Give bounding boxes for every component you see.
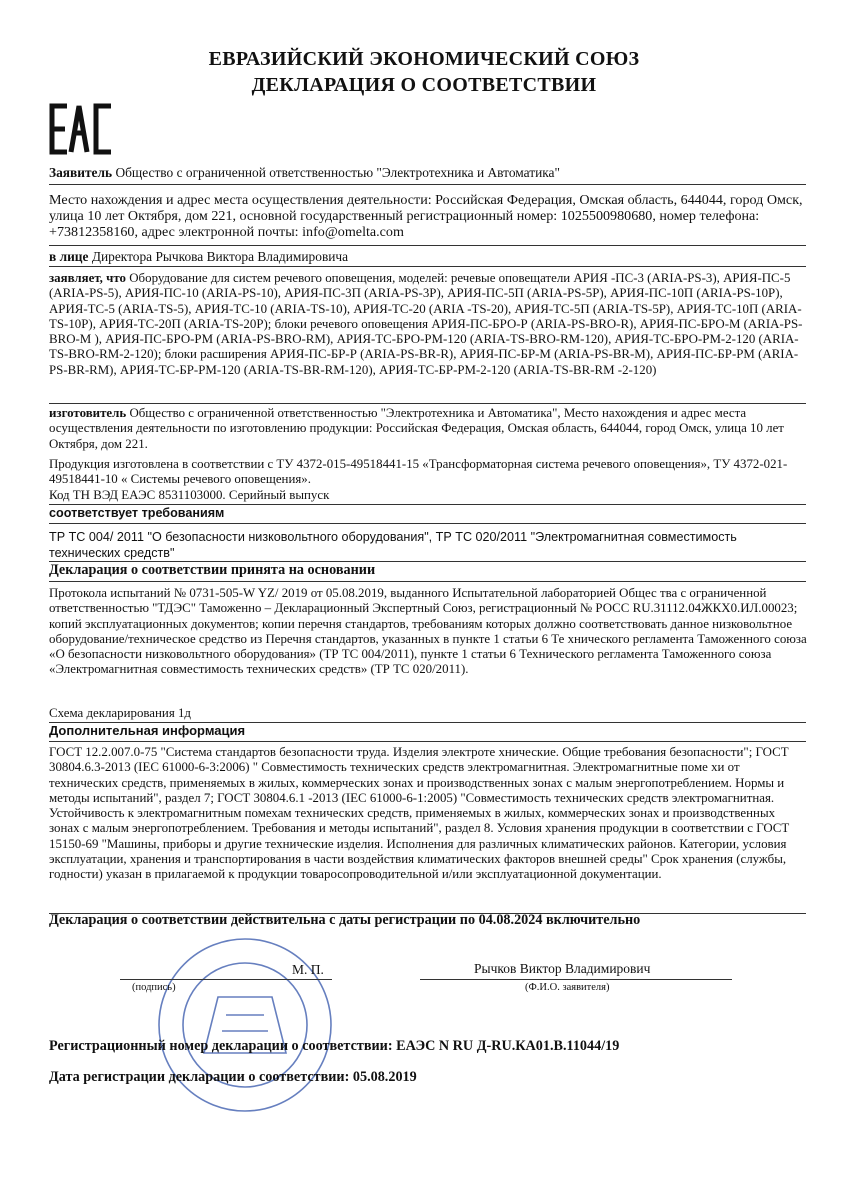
page-title-line1: ЕВРАЗИЙСКИЙ ЭКОНОМИЧЕСКИЙ СОЮЗ	[208, 48, 640, 70]
divider	[49, 266, 806, 267]
divider	[49, 184, 806, 185]
complies-label: соответствует требованиям	[49, 506, 225, 520]
registration-date: Дата регистрации декларации о соответствии: 05.08.2019	[49, 1069, 417, 1085]
divider	[49, 245, 806, 246]
applicant-label: Заявитель	[49, 165, 113, 180]
scheme: Схема декларирования 1д	[49, 706, 191, 720]
basis-label: Декларация о соответствии принята на основании	[49, 562, 376, 578]
produced-by: Продукция изготовлена в соответствии с ТУ 4372-015-49518441-15 «Трансформаторная система речевого оповещения», ТУ 4372-021-49518441-10 « Системы речевого оповещения».	[49, 457, 788, 487]
declares-row	[49, 271, 807, 378]
manufacturer-row	[49, 406, 807, 452]
page-title-line2: ДЕКЛАРАЦИЯ О СООТВЕТСТВИИ	[251, 74, 597, 96]
declares-label: заявляет, что	[49, 271, 127, 285]
manufacturer-value: Общество с ограниченной ответственностью "Электротехника и Автоматика", Место нахождения и адрес места осуществления деятельности по изготовлению продукции: Российская Федерация, Омская область, 644044, город Омск, улица 10 лет Октября, дом 221.	[49, 406, 784, 451]
name-caption: (Ф.И.О. заявителя)	[525, 982, 610, 993]
divider	[49, 504, 806, 505]
manufacturer-label: изготовитель	[49, 406, 127, 420]
signer-name: Рычков Виктор Владимирович	[474, 961, 651, 976]
basis-value: Протокола испытаний № 0731-505-W YZ/ 2019 от 05.08.2019, выданного Испытательной лабораторией Общес тва с ограниченной ответственностью "ТДЭС" Таможенно – Декларационный Экспертный Союз, регистрационный № РОСС RU.31112.04ЖКХ0.ИЛ.00023; копий эксплуатационных документов; копии перечня стандартов, требованиям которых должно соответствовать данное низковольтное оборудование/техническое средство из Перечня стандартов, указанных в пункте 1 статьи 6 Те хнического регламента Таможенного союза «О безопасности низковольтного оборудования» (ТР ТС 004/2011), пункте 1 статьи 6 Технического регламента Таможенного союза «Электромагнитная совместимость технических средств» (ТР ТС 020/2011).	[49, 586, 807, 677]
person-label: в лице	[49, 249, 89, 264]
eac-logo	[49, 103, 115, 155]
sign-caption: (подпись)	[132, 982, 176, 993]
additional-value: ГОСТ 12.2.007.0-75 "Система стандартов безопасности труда. Изделия электроте хнические. Общие требования безопасности"; ГОСТ 30804.6.3-2013 (IEC 61000-6-3:2006) " Совместимость технических средств электромагнитная. Электромагнитные поме хи от технических средств, применяемых в жилых, коммерческих зонах и производственных зонах с малым энергопотреблением. Нормы и методы испытаний", раздел 7; ГОСТ 30804.6.1 -2013 (IEC 61000-6-1:2005) "Совместимость технических средств электромагнитная. Устойчивость к электромагнитным помехам технических средств, применяемых в жилых, коммерческих зонах и производственных зонах с малым энергопотреблением. Требования и методы испытаний", раздел 8. Условия хранения продукции в соответствии с ГОСТ 15150-69 "Машины, приборы и другие технические изделия. Исполнения для различных климатических районов. Категории, условия эксплуатации, хранения и транспортирования в части воздействия климатических факторов внешней среды" Срок хранения (службы, годности) указан в прилагаемой к продукции товаросопроводительной и/или эксплуатационной документации.	[49, 745, 790, 882]
hs-code: Код ТН ВЭД ЕАЭС 8531103000. Серийный выпуск	[49, 488, 330, 502]
person-row	[49, 249, 807, 265]
applicant-value: Общество с ограниченной ответственностью "Электротехника и Автоматика"	[115, 165, 560, 180]
divider	[49, 741, 806, 742]
divider	[49, 581, 806, 582]
divider	[49, 403, 806, 404]
name-line	[420, 979, 732, 980]
person-value: Директора Рычкова Виктора Владимировича	[91, 249, 349, 264]
signature-line	[120, 979, 332, 980]
additional-label: Дополнительная информация	[49, 723, 246, 738]
registration-number: Регистрационный номер декларации о соответствии: ЕАЭС N RU Д-RU.КА01.В.11044/19	[49, 1038, 620, 1054]
applicant-row	[49, 165, 807, 181]
applicant-address: Место нахождения и адрес места осуществления деятельности: Российская Федерация, Омская область, 644044, город Омск, улица 10 лет Октября, дом 221, основной государственный регистрационный номер: 1025500980680, номер телефона: +73812358160, адрес электронной почты: info@omelta.com	[49, 192, 803, 240]
validity: Декларация о соответствии действительна с даты регистрации по 04.08.2024 включительно	[49, 912, 641, 928]
mp-label: М. П.	[292, 962, 324, 977]
divider	[49, 523, 806, 524]
complies-value: ТР ТС 004/ 2011 "О безопасности низковольтного оборудования", ТР ТС 020/2011 "Электромагнитная совместимость технических средств"	[49, 530, 737, 560]
declares-value: Оборудование для систем речевого оповещения, моделей: речевые оповещатели АРИЯ -ПС-3 (ARIA-PS-3), АРИЯ-ПС-5 (ARIA-PS-5), АРИЯ-ПС-10 (ARIA-PS-10), АРИЯ-ПС-3П (ARIA-PS-3P), АРИЯ-ПС-5П (ARIA-PS-5P), АРИЯ-ПС-10П (ARIA-PS-10P), АРИЯ-ТС-5 (ARIA-TS-5), АРИЯ-ТС-10 (ARIA-TS-10), АРИЯ-ТС-20 (ARIA -TS-20), АРИЯ-ТС-5П (ARIA-TS-5P), АРИЯ-ТС-10П (ARIA-TS-10P), АРИЯ-ТС-20П (ARIA-TS-20P); блоки речевого оповещения АРИЯ-ПС-БРО-Р (ARIA-PS-BRO-R), АРИЯ-ПС-БРО-М (ARIA-PS-BRO-M ), АРИЯ-ПС-БРО-РМ (ARIA-PS-BRO-RM), АРИЯ-ТС-БРО-РМ-120 (ARIA-TS-BRO-RM-120), АРИЯ-ТС-БРО-РМ-2-120 (ARIA-TS-BRO-RM-2-120); блоки расширения АРИЯ-ПС-БР-Р (ARIA-PS-BR-R), АРИЯ-ПС-БР-М (ARIA-PS-BR-M), АРИЯ-ПС-БР-РМ (ARIA-PS-BR-RM), АРИЯ-ТС-БР-РМ-120 (ARIA-TS-BR-RM-120), АРИЯ-ТС-БР-РМ-2-120 (ARIA-TS-BR-RM -2-120)	[49, 271, 803, 377]
